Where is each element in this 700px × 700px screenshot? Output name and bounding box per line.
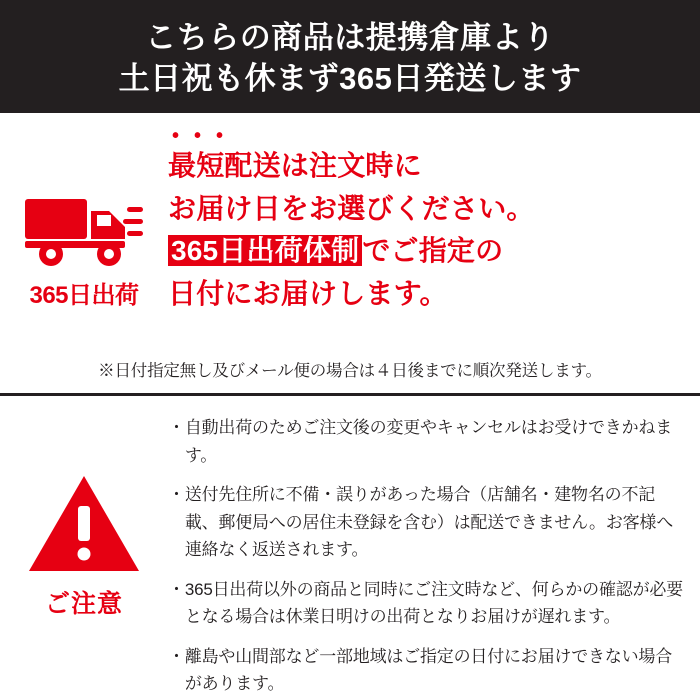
list-item	[168, 643, 684, 698]
shipping-note: ※日付指定無し及びメール便の場合は４日後までに順次発送します。	[98, 362, 602, 380]
emphasis-dots-icon: •••	[172, 125, 239, 147]
caution-list	[168, 404, 700, 697]
list-item-text: 365日出荷以外の商品と同時にご注文時など、何らかの確認が必要となる場合は休業日明けの出荷となりお届けが遅れます。	[184, 579, 683, 627]
list-item	[168, 576, 684, 631]
caution-label: ご注意	[44, 589, 123, 618]
list-item-text: 離島や山間部など一部地域はご指定の日付にお届けできない場合があります。	[184, 646, 673, 694]
bullet-icon: ・	[168, 646, 185, 666]
bullet-icon: ・	[168, 485, 185, 505]
bullet-icon: ・	[168, 418, 185, 437]
shipping-line-3-wrap	[168, 230, 684, 273]
shipping-line-1: 最短配送は注文時に	[168, 150, 422, 181]
header-banner	[0, 0, 700, 113]
list-item	[168, 481, 684, 564]
header-line-1: こちらの商品は提携倉庫より	[145, 19, 555, 55]
shipping-line-3-rest: でご指定の	[362, 235, 504, 267]
warning-triangle-icon	[25, 472, 143, 576]
shipping-line-4: 日付にお届けします。	[168, 277, 448, 309]
shipping-text-column	[168, 123, 700, 355]
caution-section	[0, 396, 700, 697]
shipping-line-3-highlight: 365日出荷体制	[168, 235, 362, 266]
list-item-text: 送付先住所に不備・誤りがあった場合（店舗名・建物名の不記載、郵便局への居住未登録を含む）は配送できません。お客様へ連絡なく返送されます。	[184, 485, 674, 560]
truck-caption: 365日出荷	[29, 281, 139, 309]
shipping-line-2: お届け日をお選びください。	[168, 192, 535, 224]
bullet-icon: ・	[168, 579, 185, 599]
truck-column	[0, 123, 168, 355]
shipping-line-1-wrap	[168, 125, 684, 188]
list-item	[168, 414, 684, 469]
caution-icon-column	[0, 404, 168, 697]
delivery-truck-icon	[23, 191, 145, 269]
shipping-body	[0, 113, 700, 355]
shipping-section	[0, 113, 700, 396]
list-item-text: 自動出荷のためご注文後の変更やキャンセルはお受けできかねます。	[184, 418, 673, 465]
header-line-2: 土日祝も休まず365日発送します	[118, 60, 582, 96]
